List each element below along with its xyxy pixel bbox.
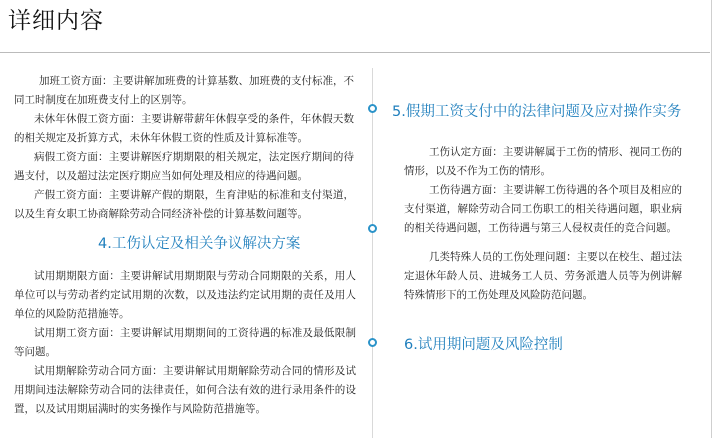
paragraph-probation-termination: 试用期解除劳动合同方面：主要讲解试用期解除劳动合同的情形及试用期间违法解除劳动合同的法律责任，如何合法有效的进行录用条件的设置，以及试用期届满时的实务操作与风险防范措施等。 — [14, 365, 356, 415]
timeline-node-4 — [368, 224, 377, 233]
heading-5: 5.假期工资支付中的法律问题及应对操作实务 — [392, 104, 682, 120]
paragraph-injury-benefits: 工伤待遇方面：主要讲解工伤待遇的各个项目及相应的支付渠道，解除劳动合同工伤职工的相关待遇问题，职业病的相关待遇问题，工伤待遇与第三人侵权责任的竞合问题。 — [404, 184, 682, 234]
heading-4: 4.工伤认定及相关争议解决方案 — [98, 236, 301, 252]
timeline-line — [372, 68, 373, 438]
title-divider — [0, 52, 710, 53]
paragraph-special-personnel: 几类特殊人员的工伤处理问题：主要以在校生、超过法定退休年龄人员、进城务工人员、劳务派遣人员等为例讲解特殊情形下的工伤处理及风险防范问题。 — [404, 251, 682, 301]
page-title: 详细内容 — [8, 8, 104, 34]
timeline-node-6 — [368, 338, 377, 347]
paragraph-sick-leave-pay: 病假工资方面：主要讲解医疗期期限的相关规定，法定医疗期间的待遇支付，以及超过法定医疗期应当如何处理及相应的待遇问题。 — [14, 151, 354, 182]
paragraph-probation-term: 试用期期限方面：主要讲解试用期期限与劳动合同期限的关系，用人单位可以与劳动者约定试用期的次数，以及违法约定试用期的责任及用人单位的风险防范措施等。 — [14, 270, 356, 320]
paragraph-probation-wage: 试用期工资方面：主要讲解试用期期间的工资待遇的标准及最低限制等问题。 — [14, 327, 356, 358]
paragraph-annual-leave-pay: 未休年休假工资方面：主要讲解带薪年休假享受的条件，年休假天数的相关规定及折算方式，未休年休假工资的性质及计算标准等。 — [14, 113, 354, 144]
paragraph-overtime-pay: 加班工资方面：主要讲解加班费的计算基数、加班费的支付标准，不同工时制度在加班费支付上的区别等。 — [14, 75, 354, 106]
paragraph-injury-recognition: 工伤认定方面：主要讲解属于工伤的情形、视同工伤的情形，以及不作为工伤的情形。 — [404, 146, 682, 177]
slide-right-border — [711, 0, 712, 438]
paragraph-maternity-pay: 产假工资方面：主要讲解产假的期限，生育津贴的标准和支付渠道，以及生育女职工协商解除劳动合同经济补偿的计算基数问题等。 — [14, 189, 354, 220]
heading-6: 6.试用期问题及风险控制 — [404, 337, 563, 353]
timeline-node-5 — [368, 104, 377, 113]
